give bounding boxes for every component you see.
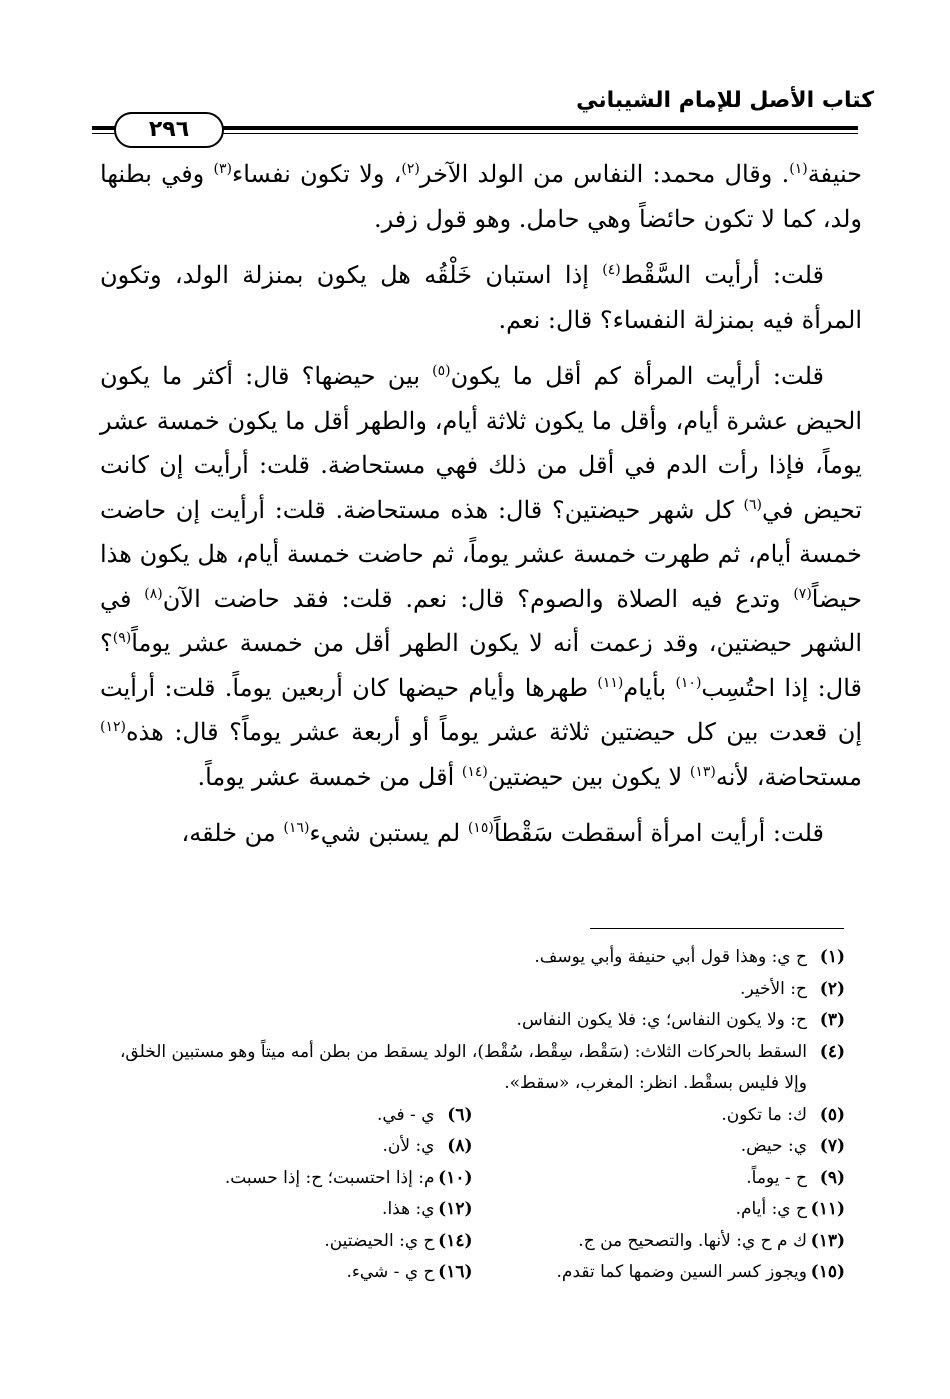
paragraph-1	[100, 152, 862, 241]
footnote-number: (١٥)	[810, 1262, 845, 1282]
page-number-tail	[224, 133, 258, 134]
text: بين حيضها؟ قال: أكثر ما يكون الحيض عشرة أيام، وأقل ما يكون ثلاثة أيام، والطهر أقل ما يكون خمسة عشر يوماً، فإذا رأت الدم في أقل من ذلك فهي مستحاضة. قلت: أرأيت إن كانت تحيض في	[100, 362, 863, 524]
footnote-ref: (٨)	[144, 585, 163, 602]
footnote-pair	[100, 1131, 845, 1163]
footnote-ref: (١١)	[597, 674, 624, 691]
text: ؟ قال: إذا احتُسِب	[100, 629, 862, 702]
text: بأيام	[623, 673, 676, 702]
footnote-text: ك: ما تكون.	[721, 1104, 807, 1125]
book-title: كتاب الأصل للإمام الشيباني	[576, 88, 874, 113]
footnote-text: ح - يوماً.	[746, 1167, 807, 1188]
footnote-number: (٦)	[447, 1104, 473, 1125]
text: لم يستبن شيء	[309, 819, 468, 847]
footnote-number: (٥)	[819, 1104, 845, 1125]
footnote-ref: (٩)	[112, 630, 132, 646]
footnote-1	[100, 942, 845, 974]
footnote-ref: (١٦)	[283, 820, 310, 836]
footnote-text: ي: هذا.	[382, 1199, 435, 1219]
footnote-number: (١٢)	[438, 1199, 473, 1219]
footnote-ref: (٧)	[793, 585, 812, 602]
text: ، ولا تكون نفساء	[231, 160, 402, 188]
footnote-number: (١٣)	[810, 1230, 845, 1251]
footnote-number: (١)	[819, 947, 845, 967]
footnote-text: ح: الأخير.	[740, 978, 807, 999]
footnote-ref: (١٥)	[467, 820, 494, 836]
footnote-ref: (٣)	[213, 161, 232, 177]
text: قلت: أرأيت السَّقْط	[620, 261, 824, 289]
text: أقل من خمسة عشر يوماً.	[197, 762, 462, 791]
text: وتدع فيه الصلاة والصوم؟ قال: نعم. قلت: فقد حاضت الآن	[162, 584, 794, 613]
footnote-text: ي: لأن.	[382, 1136, 435, 1156]
footnote-ref: (١)	[789, 161, 808, 177]
text: لا يكون بين حيضتين	[487, 762, 690, 791]
main-text	[100, 152, 862, 868]
footnote-number: (١٠)	[438, 1167, 473, 1188]
text: حنيفة	[807, 160, 863, 188]
text: مستحاضة، لأنه	[715, 762, 862, 791]
footnote-ref: (١٣)	[689, 763, 716, 780]
text: . وقال محمد: النفاس من الولد الآخر	[419, 160, 790, 188]
footnote-number: (١٤)	[438, 1230, 473, 1251]
footnote-pair	[100, 1194, 845, 1226]
paragraph-3	[100, 354, 862, 799]
footnote-ref: (٢)	[401, 161, 420, 177]
footnote-number: (٨)	[447, 1136, 473, 1156]
footnote-ref: (١٤)	[461, 763, 488, 780]
footnote-number: (٧)	[819, 1136, 845, 1156]
footnote-text: ي: حيض.	[740, 1136, 807, 1156]
footnote-number: (٣)	[819, 1010, 845, 1030]
footnote-ref: (١٢)	[100, 719, 126, 735]
footnote-number: (٤)	[819, 1041, 845, 1062]
text: قلت: أرأيت امرأة أسقطت سَقْطاً	[493, 819, 824, 847]
footnote-text: ك م ح ي: لأنها. والتصحيح من ج.	[578, 1230, 807, 1251]
footnote-text: ويجوز كسر السين وضمها كما تقدم.	[556, 1262, 807, 1282]
footnote-text: ح: ولا يكون النفاس؛ ي: فلا يكون النفاس.	[516, 1010, 807, 1030]
footnote-ref: (٤)	[602, 262, 621, 278]
footnote-2	[100, 974, 845, 1006]
footnote-number: (١٦)	[438, 1262, 473, 1282]
footnote-pair	[100, 1163, 845, 1195]
text: قلت: أرأيت المرأة كم أقل ما يكون	[450, 362, 824, 390]
paragraph-4	[100, 811, 862, 856]
footnote-pair	[100, 1257, 845, 1289]
footnote-text: السقط بالحركات الثلاث: (سَقْط، سِقْط، سُقْط)، الولد يسقط من بطن أمه ميتاً وهو مستبين الخلق، وإلا فليس بسقْط. انظر: المغرب، «سقط».	[119, 1041, 807, 1093]
footnote-4	[100, 1037, 845, 1100]
footnote-separator	[590, 928, 844, 929]
footnote-3	[100, 1005, 845, 1037]
footnote-text: ح ي: الحيضتين.	[324, 1230, 435, 1251]
text: في الشهر حيضتين، وقد زعمت أنه لا يكون الطهر أقل من خمسة عشر يوماً	[100, 584, 862, 657]
footnote-pair	[100, 1226, 845, 1258]
page-number: ٢٩٦	[114, 112, 224, 148]
text: طهرها وأيام حيضها كان أربعين يوماً. قلت: أرأيت إن قعدت بين كل حيضتين ثلاثة عشر يوماً أو أربعة عشر يوماً؟ قال: هذه	[100, 673, 862, 746]
text: إذا استبان خَلْقُه هل يكون بمنزلة الولد، وتكون المرأة فيه بمنزلة النفساء؟ قال: نعم.	[100, 261, 862, 334]
footnote-text: ح ي - شيء.	[346, 1262, 435, 1282]
text: وفي بطنها ولد، كما لا تكون حائضاً وهي حامل. وهو قول زفر.	[100, 160, 862, 233]
footnote-ref: (٥)	[432, 363, 451, 379]
footnote-number: (٢)	[819, 978, 845, 999]
footnote-number: (٩)	[819, 1167, 845, 1188]
text: من خلقه،	[181, 819, 284, 847]
footnotes	[100, 942, 845, 1289]
text: كل شهر حيضتين؟ قال: هذه مستحاضة. قلت: أرأيت إن حاضت خمسة أيام، ثم طهرت خمسة عشر يوماً، ثم حاضت خمسة أيام، هل يكون هذا حيضاً	[100, 495, 862, 613]
footnote-text: م: إذا احتسبت؛ ح: إذا حسبت.	[224, 1167, 435, 1188]
footnote-pair	[100, 1100, 845, 1132]
footnote-number: (١١)	[810, 1199, 845, 1219]
footnote-text: ي - في.	[376, 1104, 435, 1125]
footnote-text: ح ي: وهذا قول أبي حنيفة وأبي يوسف.	[534, 947, 807, 967]
footnote-ref: (٦)	[743, 496, 762, 513]
footnote-ref: (١٠)	[675, 674, 702, 691]
paragraph-2	[100, 253, 862, 342]
footnote-text: ح ي: أيام.	[735, 1199, 807, 1219]
